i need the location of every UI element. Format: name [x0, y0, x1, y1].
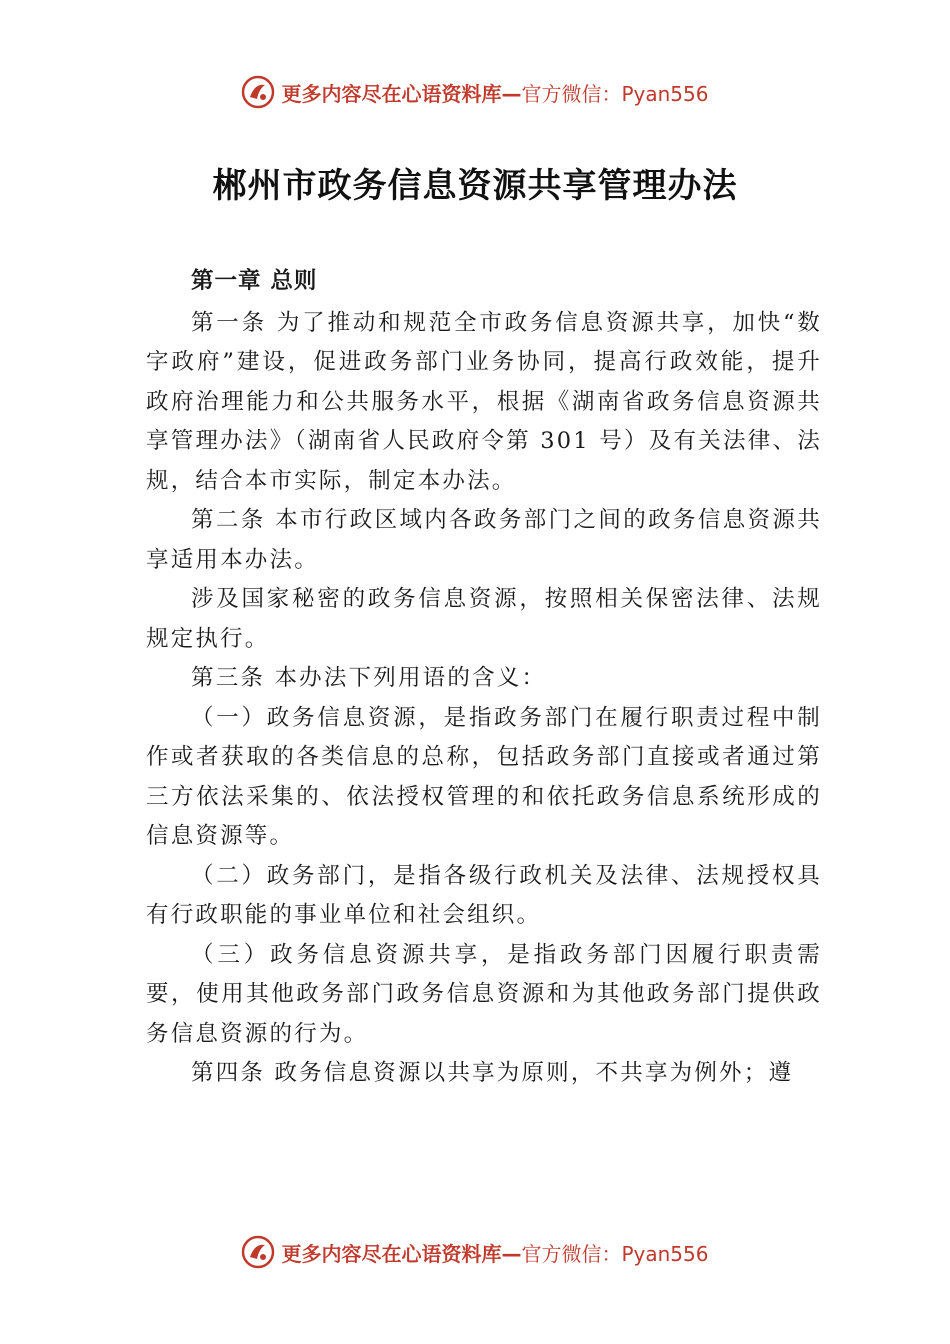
watermark-header: [0, 72, 950, 112]
watermark-text: 更多内容尽在心语资料库—官方微信：Pyan556: [281, 1241, 709, 1266]
document-title: 郴州市政务信息资源共享管理办法: [212, 166, 738, 206]
definition-item: （二）政务部门，是指各级行政机关及法律、法规授权具有行政职能的事业单位和社会组织。: [146, 862, 822, 928]
brand-logo-icon: [241, 1235, 275, 1269]
definition-item: （一）政务信息资源，是指政务部门在履行职责过程中制作或者获取的各类信息的总称，包括政务部门直接或者通过第三方依法采集的、依法授权管理的和依托政务信息系统形成的信息资源等。: [146, 704, 822, 849]
document-body: [146, 262, 822, 1094]
article-paragraph: 第三条 本办法下列用语的含义：: [191, 665, 547, 691]
definition-item: （三）政务信息资源共享，是指政务部门因履行职责需要，使用其他政务部门政务信息资源和为其他政务部门提供政务信息资源的行为。: [146, 941, 822, 1047]
article-paragraph: 第二条 本市行政区域内各政务部门之间的政务信息资源共享适用本办法。: [146, 507, 822, 573]
article-paragraph: 第一条 为了推动和规范全市政务信息资源共享，加快“数字政府”建设，促进政务部门业务协同，提高行政效能，提升政府治理能力和公共服务水平，根据《湖南省政务信息资源共享管理办法》（湖南省人民政府令第 301 号）及有关法律、法规，结合本市实际，制定本办法。: [146, 309, 822, 494]
article-paragraph: 第四条 政务信息资源以共享为原则，不共享为例外；遵: [191, 1060, 794, 1086]
brand-logo-icon: [241, 75, 275, 109]
watermark-footer: [0, 1232, 950, 1272]
chapter-heading: 第一章 总则: [191, 268, 318, 294]
watermark-text: 更多内容尽在心语资料库—官方微信：Pyan556: [281, 81, 709, 106]
article-paragraph: 涉及国家秘密的政务信息资源，按照相关保密法律、法规规定执行。: [146, 586, 822, 652]
